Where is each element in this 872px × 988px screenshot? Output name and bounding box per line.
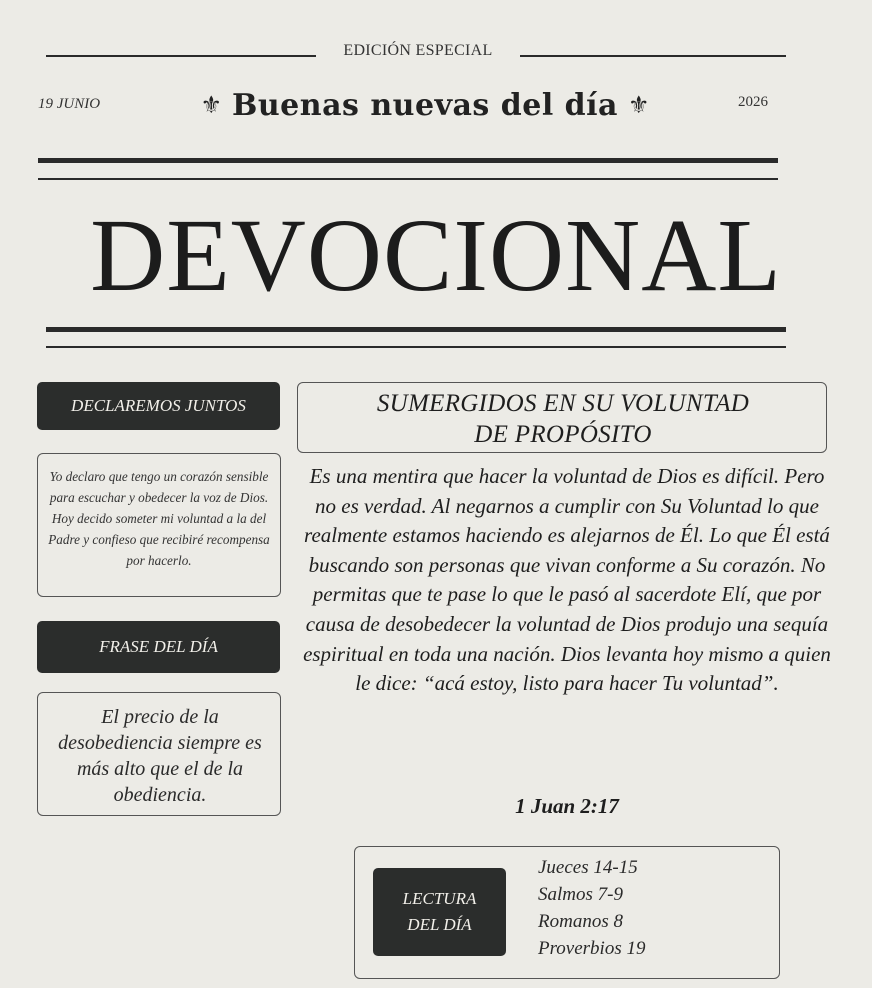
thin-rule-lower [46,346,786,348]
thin-rule-upper [38,178,778,180]
reading-item: Jueces 14-15 [538,857,638,878]
article-body: Es una mentira que hacer la voluntad de Dios es difícil. Pero no es verdad. Al negarnos a cumplir con Su Voluntad lo que realmente estamos haciendo es alejarnos de Él. Lo que Él está buscando son personas que vivan conforme a Su corazón. No permitas que te pase lo que le pasó al sacerdote Elí, que por causa de desobedecer la voluntad de Dios produjo una sequía espiritual en toda una nación. Dios levanta hoy mismo a quien le dice: “acá estoy, listo para hacer Tu voluntad”. [303,464,831,696]
issue-date: 19 JUNIO [38,96,101,112]
headline-line-1: SUMERGIDOS EN SU VOLUNTAD [376,390,750,417]
reading-list [538,854,645,962]
fleur-de-lis-icon: ⚜ [627,91,650,119]
reading-item: Salmos 7-9 [538,884,623,905]
bible-reference: 1 Juan 2:17 [515,794,619,818]
page-title: DEVOCIONAL [90,198,782,313]
masthead-title: Buenas nuevas del día [232,87,618,123]
quote-label [37,621,280,673]
edition-label: EDICIÓN ESPECIAL [343,42,493,59]
masthead [200,82,650,128]
reading-label-line-1: LECTURA [402,889,477,908]
article-headline [300,388,826,450]
thick-rule-lower [46,327,786,332]
headline-line-2: DE PROPÓSITO [474,421,652,448]
top-rule-left [46,55,316,57]
declaration-text: Yo declaro que tengo un corazón sensible para escuchar y obedecer la voz de Dios. Hoy decido someter mi voluntad a la del Padre y confieso que recibiré recompensa por hacerlo. [48,469,270,568]
fleur-de-lis-icon: ⚜ [200,91,223,119]
thick-rule-upper [38,158,778,163]
quote-text: El precio de la desobediencia siempre es más alto que el de la obediencia. [58,706,262,806]
declaration-label [37,382,280,430]
issue-year: 2026 [738,94,768,110]
reading-item: Proverbios 19 [538,938,646,959]
reading-label-line-2: DEL DÍA [407,915,472,934]
reading-item: Romanos 8 [538,911,623,932]
declaration-label-text: DECLAREMOS JUNTOS [71,396,246,415]
reading-label [373,868,506,956]
top-rule-right [520,55,786,57]
quote-label-text: FRASE DEL DÍA [99,637,218,656]
